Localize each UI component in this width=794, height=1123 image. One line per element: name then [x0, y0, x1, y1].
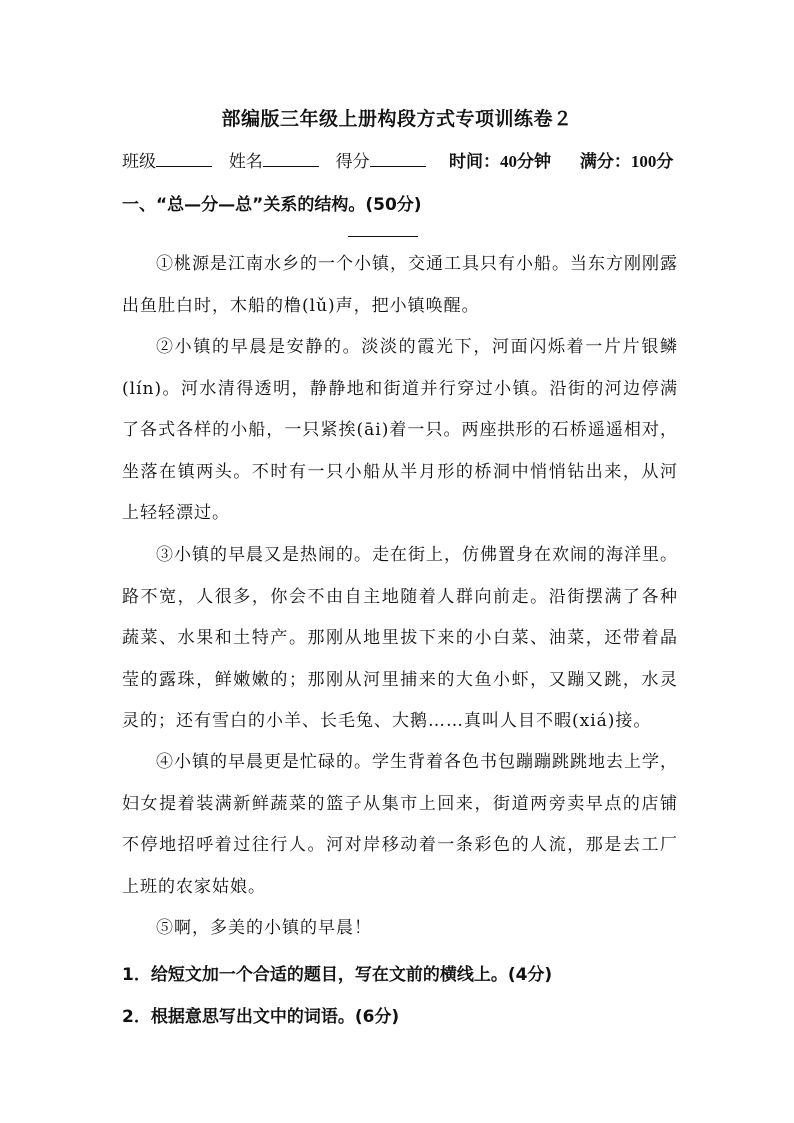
full-score: 满分：100分: [579, 152, 674, 171]
section-heading: 一、“总—分—总”关系的结构。(50分): [122, 195, 422, 215]
answer-title-blank[interactable]: [348, 236, 418, 237]
name-label: 姓名: [228, 152, 263, 172]
name-blank[interactable]: [263, 149, 319, 167]
class-label: 班级: [122, 152, 156, 172]
page-title: 部编版三年级上册构段方式专项训练卷２: [221, 108, 573, 130]
student-info-row: [122, 147, 682, 172]
paragraph-2: ②小镇的早晨是安静的。淡淡的霞光下，河面闪烁着一片片银鳞(lín)。河水清得透明，静静地和街道并行穿过小镇。沿街的河边停满了各式各样的小船，一只紧挨(āi)着一只。两座拱形的石桥遥遥相对，坐落在镇两头。不时有一只小船从半月形的桥洞中悄悄钻出来，从河上轻轻漂过。: [122, 337, 678, 523]
paragraph-3: ③小镇的早晨又是热闹的。走在街上，仿佛置身在欢闹的海洋里。路不宽，人很多，你会不由自主地随着人群向前走。沿街摆满了各种蔬菜、水果和土特产。那刚从地里拔下来的小白菜、油菜，还带着晶莹的露珠，鲜嫩嫩的；那刚从河里捕来的大鱼小虾，又蹦又跳，水灵灵的；还有雪白的小羊、长毛兔、大鹅……真叫人目不暇(xiá)接。: [122, 545, 678, 731]
score-blank[interactable]: [370, 149, 426, 167]
question-1: 1．给短文加一个合适的题目，写在文前的横线上。(4分): [122, 965, 553, 985]
paragraph-4: ④小镇的早晨更是忙碌的。学生背着各色书包蹦蹦跳跳地去上学，妇女提着装满新鲜蔬菜的篮子从集市上回来，街道两旁卖早点的店铺不停地招呼着过往行人。河对岸移动着一条彩色的人流，那是去工厂上班的农家姑娘。: [122, 752, 678, 897]
paragraph-5: ⑤啊，多美的小镇的早晨！: [156, 918, 372, 938]
time-limit: 时间：40分钟: [449, 152, 552, 171]
question-2: 2．根据意思写出文中的词语。(6分): [122, 1007, 400, 1027]
paragraph-1: ①桃源是江南水乡的一个小镇，交通工具只有小船。当东方刚刚露出鱼肚白时，木船的橹(lǔ)声，把小镇唤醒。: [122, 254, 678, 316]
class-blank[interactable]: [156, 149, 212, 167]
score-label: 得分: [335, 152, 370, 172]
